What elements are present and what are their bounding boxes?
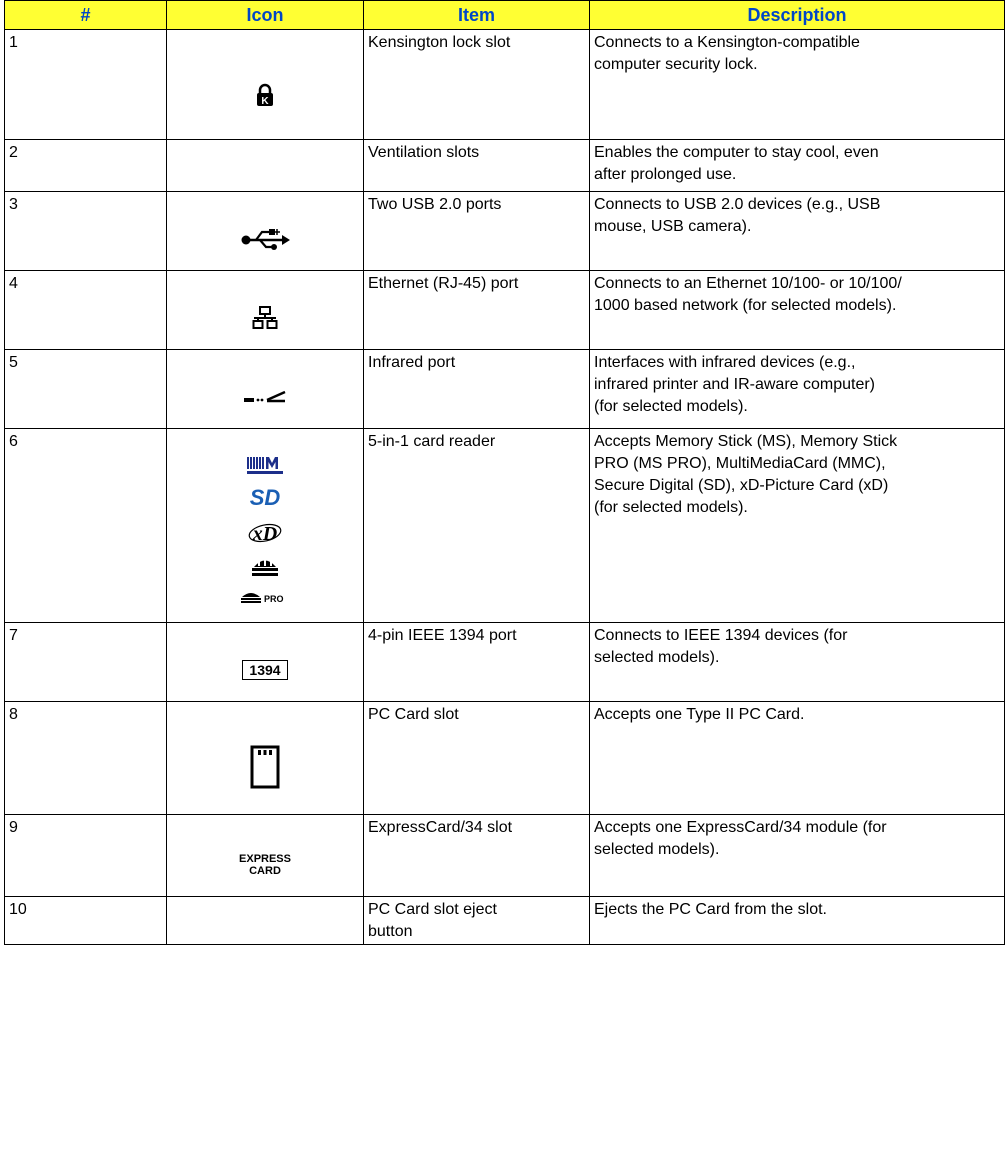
table-row (5, 429, 1005, 623)
row-icon-cell (167, 350, 364, 429)
row-description: Accepts one ExpressCard/34 module (for selected models). (590, 815, 1005, 897)
row-num: 5 (5, 350, 167, 429)
row-icon-cell (167, 429, 364, 623)
infrared-icon (243, 389, 287, 412)
row-num: 10 (5, 897, 167, 945)
memory-stick-pro-icon (240, 589, 290, 612)
row-item: Kensington lock slot (364, 30, 590, 140)
row-num: 6 (5, 429, 167, 623)
row-description: Interfaces with infrared devices (e.g., infrared printer and IR-aware computer) (for selected models). (590, 350, 1005, 429)
row-icon-cell (167, 192, 364, 271)
xd-logo-text: xD (252, 523, 278, 545)
row-item: Two USB 2.0 ports (364, 192, 590, 271)
table-row (5, 350, 1005, 429)
row-item: Ethernet (RJ-45) port (364, 271, 590, 350)
row-icon-cell (167, 815, 364, 897)
ieee1394-icon: 1394 (242, 660, 287, 680)
row-num: 2 (5, 140, 167, 192)
row-description: Connects to an Ethernet 10/100- or 10/100/ 1000 based network (for selected models). (590, 271, 1005, 350)
table-header-row (5, 1, 1005, 30)
kensington-lock-icon (256, 83, 274, 114)
header-icon: Icon (167, 1, 364, 30)
table-row (5, 30, 1005, 140)
row-description: Enables the computer to stay cool, even after prolonged use. (590, 140, 1005, 192)
row-icon-cell (167, 140, 364, 192)
sd-logo-text: SD (249, 486, 281, 510)
ports-table (4, 0, 1005, 945)
table-row (5, 815, 1005, 897)
header-description: Description (590, 1, 1005, 30)
row-num: 9 (5, 815, 167, 897)
table-row (5, 140, 1005, 192)
ms-pro-text: PRO (264, 594, 284, 604)
usb-icon (240, 227, 290, 258)
header-item: Item (364, 1, 590, 30)
row-item: Ventilation slots (364, 140, 590, 192)
row-description: Connects to USB 2.0 devices (e.g., USB mouse, USB camera). (590, 192, 1005, 271)
row-icon-cell (167, 271, 364, 350)
row-description: Connects to IEEE 1394 devices (for selected models). (590, 623, 1005, 702)
row-description: Ejects the PC Card from the slot. (590, 897, 1005, 945)
row-icon-cell (167, 702, 364, 815)
row-description: Connects to a Kensington-compatible computer security lock. (590, 30, 1005, 140)
xd-logo-icon (247, 521, 283, 552)
row-item: 5-in-1 card reader (364, 429, 590, 623)
row-icon-cell (167, 30, 364, 140)
row-num: 4 (5, 271, 167, 350)
row-num: 3 (5, 192, 167, 271)
mmc-logo-icon (247, 455, 283, 482)
table-row (5, 623, 1005, 702)
row-description: Accepts one Type II PC Card. (590, 702, 1005, 815)
row-description: Accepts Memory Stick (MS), Memory Stick PRO (MS PRO), MultiMediaCard (MMC), Secure Digital (SD), xD-Picture Card (xD) (for selected models). (590, 429, 1005, 623)
table-row (5, 271, 1005, 350)
network-icon (252, 306, 278, 337)
expresscard-icon: EXPRESS CARD (239, 852, 291, 877)
memory-stick-icon (250, 556, 280, 585)
row-item: PC Card slot eject button (364, 897, 590, 945)
row-item: ExpressCard/34 slot (364, 815, 590, 897)
row-num: 7 (5, 623, 167, 702)
row-icon-cell (167, 623, 364, 702)
row-num: 8 (5, 702, 167, 815)
row-item: 4-pin IEEE 1394 port (364, 623, 590, 702)
svg-text:K: K (261, 96, 269, 107)
sd-logo-icon (247, 486, 283, 517)
header-num: # (5, 1, 167, 30)
row-num: 1 (5, 30, 167, 140)
row-icon-cell (167, 897, 364, 945)
pc-card-icon (250, 745, 280, 796)
table-row (5, 897, 1005, 945)
table-row (5, 702, 1005, 815)
row-item: PC Card slot (364, 702, 590, 815)
card-reader-icons (167, 429, 363, 612)
row-item: Infrared port (364, 350, 590, 429)
table-row (5, 192, 1005, 271)
